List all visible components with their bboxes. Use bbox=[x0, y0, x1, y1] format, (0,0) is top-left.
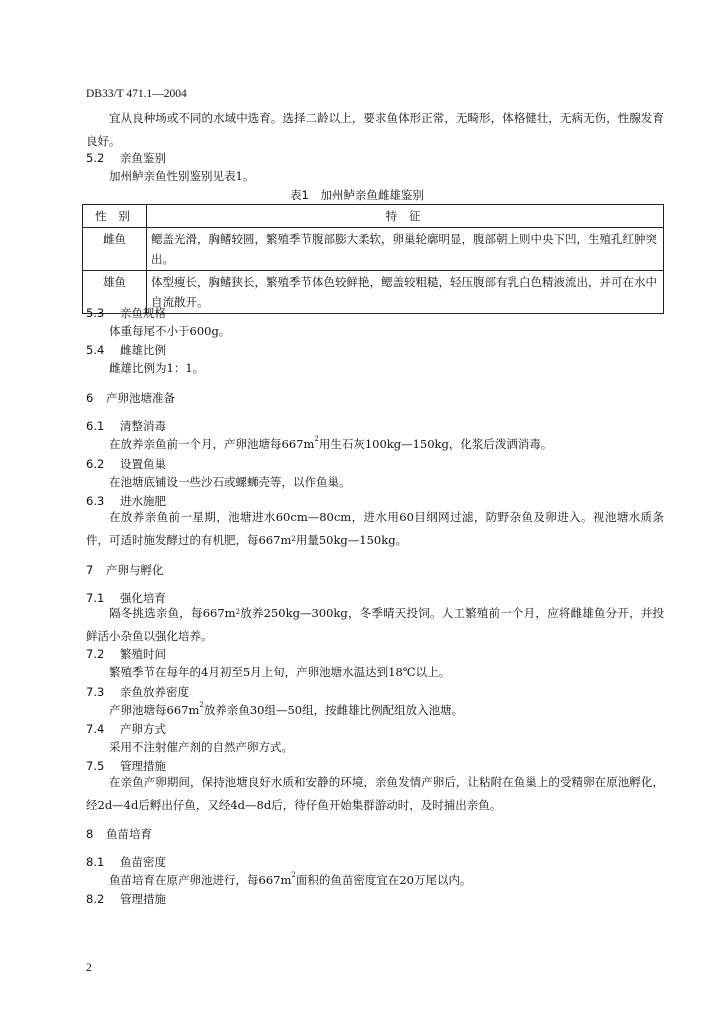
section-8-2-heading bbox=[86, 891, 166, 907]
section-5-3-heading bbox=[86, 305, 166, 321]
text-part: 隔冬挑选亲鱼，每667m bbox=[109, 606, 236, 620]
section-8-1-text bbox=[109, 872, 471, 888]
section-title: 清整消毒 bbox=[120, 419, 166, 433]
section-title: 雌雄比例 bbox=[120, 343, 166, 357]
text-part: 在放养亲鱼前一星期，池塘进水60cm—80cm，进水用60目纲网过滤，防野杂鱼及卵进入。视池塘水质条件，可适时施发酵过的有机肥，每667m bbox=[86, 510, 664, 547]
section-number: 5.3 bbox=[86, 306, 105, 320]
section-number: 8.2 bbox=[86, 892, 105, 906]
section-title: 产卵与孵化 bbox=[106, 563, 164, 577]
section-5-4-heading bbox=[86, 342, 166, 358]
section-6-2-heading bbox=[86, 456, 166, 472]
section-title: 管理措施 bbox=[120, 892, 166, 906]
section-7-1-text bbox=[86, 602, 664, 648]
section-number: 7.4 bbox=[86, 722, 105, 736]
section-7-3-heading bbox=[86, 684, 189, 700]
section-6-2-text: 在池塘底铺设一些沙石或螺蛳壳等，以作鱼巢。 bbox=[109, 475, 351, 489]
superscript: 2 bbox=[291, 871, 296, 879]
section-7-2-text: 繁殖季节在每年的4月初至5月上旬，产卵池塘水温达到18℃以上。 bbox=[109, 665, 451, 679]
section-title: 管理措施 bbox=[120, 759, 166, 773]
section-6-1-text bbox=[109, 436, 552, 452]
text-part: 面积的鱼苗密度宜在20万尾以内。 bbox=[295, 873, 472, 887]
section-number: 6 bbox=[86, 391, 94, 405]
section-number: 7.2 bbox=[86, 647, 105, 661]
section-8-heading bbox=[86, 826, 152, 842]
section-number: 7.5 bbox=[86, 759, 105, 773]
header-sex: 性 别 bbox=[83, 205, 147, 228]
section-7-4-text: 采用不注射催产剂的自然产卵方式。 bbox=[109, 740, 293, 754]
superscript: 2 bbox=[291, 535, 296, 543]
header-features: 特 征 bbox=[147, 205, 664, 228]
section-5-3-text: 体重每尾不小于600g。 bbox=[109, 324, 231, 338]
table-row bbox=[83, 271, 664, 314]
section-title: 产卵方式 bbox=[120, 722, 166, 736]
section-number: 8.1 bbox=[86, 855, 105, 869]
section-7-3-text bbox=[109, 702, 463, 718]
superscript: 2 bbox=[235, 608, 241, 616]
superscript: 2 bbox=[314, 435, 319, 443]
section-number: 6.2 bbox=[86, 457, 105, 471]
section-title: 亲鱼放养密度 bbox=[120, 685, 189, 699]
text-part: 鱼苗培育在原产卵池进行，每667m bbox=[109, 873, 292, 887]
intro-paragraph: 宜从良种场或不同的水域中选育。选择二龄以上，要求鱼体形正常，无畸形，体格健壮，无病无伤，性腺发育良好。 bbox=[86, 111, 664, 148]
section-number: 6.1 bbox=[86, 419, 105, 433]
section-title: 鱼苗培育 bbox=[106, 827, 152, 841]
section-title: 强化培育 bbox=[120, 591, 166, 605]
table-header-row bbox=[83, 205, 664, 228]
section-number: 7 bbox=[86, 563, 94, 577]
superscript: 2 bbox=[199, 701, 204, 709]
cell-sex: 雌鱼 bbox=[83, 228, 147, 271]
section-7-5-text: 在亲鱼产卵期间，保持池塘良好水质和安静的环境，亲鱼发情产卵后，让粘附在鱼巢上的受精卵在原池孵化，经2d—4d后孵出仔鱼，又经4d—8d后，待仔鱼开始集群游动时，及时捕出亲鱼。 bbox=[86, 775, 664, 812]
section-number: 6.3 bbox=[86, 494, 105, 508]
section-7-heading bbox=[86, 562, 164, 578]
document-number: DB33/T 471.1—2004 bbox=[86, 88, 187, 100]
cell-features: 体型瘦长，胸鳍狭长，繁殖季节体色较鲜艳，鳃盖较粗糙，轻压腹部有乳白色精液流出，并可在水中自流散开。 bbox=[147, 271, 664, 314]
section-7-2-heading bbox=[86, 646, 166, 662]
section-title: 进水施肥 bbox=[120, 494, 166, 508]
cell-sex: 雄鱼 bbox=[83, 271, 147, 314]
section-number: 8 bbox=[86, 827, 94, 841]
section-6-1-heading bbox=[86, 418, 166, 434]
sex-identification-table bbox=[82, 204, 664, 314]
section-number: 5.2 bbox=[86, 151, 105, 165]
text-part: 用生石灰100kg—150kg，化浆后泼洒消毒。 bbox=[318, 437, 553, 451]
text-part: 放养250kg—300kg，冬季晴天投饲。人工繁殖前一个月，应将雌雄鱼分开，并投鲜活小杂鱼以强化培养。 bbox=[86, 606, 664, 643]
text-part: 产卵池塘每667m bbox=[109, 703, 200, 717]
cell-features: 鳃盖光滑，胸鳍较圆，繁殖季节腹部膨大柔软，卵巢轮廓明显，腹部朝上则中央下凹，生殖孔红肿突出。 bbox=[147, 228, 664, 271]
section-title: 亲鱼规格 bbox=[120, 306, 166, 320]
page-number: 2 bbox=[86, 962, 92, 974]
section-title: 产卵池塘准备 bbox=[106, 391, 175, 405]
section-title: 设置鱼巢 bbox=[120, 457, 166, 471]
section-number: 7.3 bbox=[86, 685, 105, 699]
section-number: 5.4 bbox=[86, 343, 105, 357]
text-part: 在放养亲鱼前一个月，产卵池塘每667m bbox=[109, 437, 315, 451]
section-5-4-text: 雌雄比例为1：1。 bbox=[109, 361, 205, 375]
section-title: 亲鱼鉴别 bbox=[120, 151, 166, 165]
section-title: 繁殖时间 bbox=[120, 647, 166, 661]
section-8-1-heading bbox=[86, 854, 166, 870]
section-6-3-text bbox=[86, 506, 664, 552]
section-5-2-text: 加州鲈亲鱼性别鉴别见表1。 bbox=[109, 169, 255, 183]
section-number: 7.1 bbox=[86, 591, 105, 605]
table-row bbox=[83, 228, 664, 271]
section-title: 鱼苗密度 bbox=[120, 855, 166, 869]
text-part: 用量50kg—150kg。 bbox=[295, 533, 408, 547]
text-part: 放养亲鱼30组—50组，按雌雄比例配组放入池塘。 bbox=[203, 703, 464, 717]
section-7-4-heading bbox=[86, 721, 166, 737]
section-6-heading bbox=[86, 390, 175, 406]
table-caption: 表1 加州鲈亲鱼雌雄鉴别 bbox=[290, 188, 424, 202]
section-5-2-heading bbox=[86, 150, 166, 166]
